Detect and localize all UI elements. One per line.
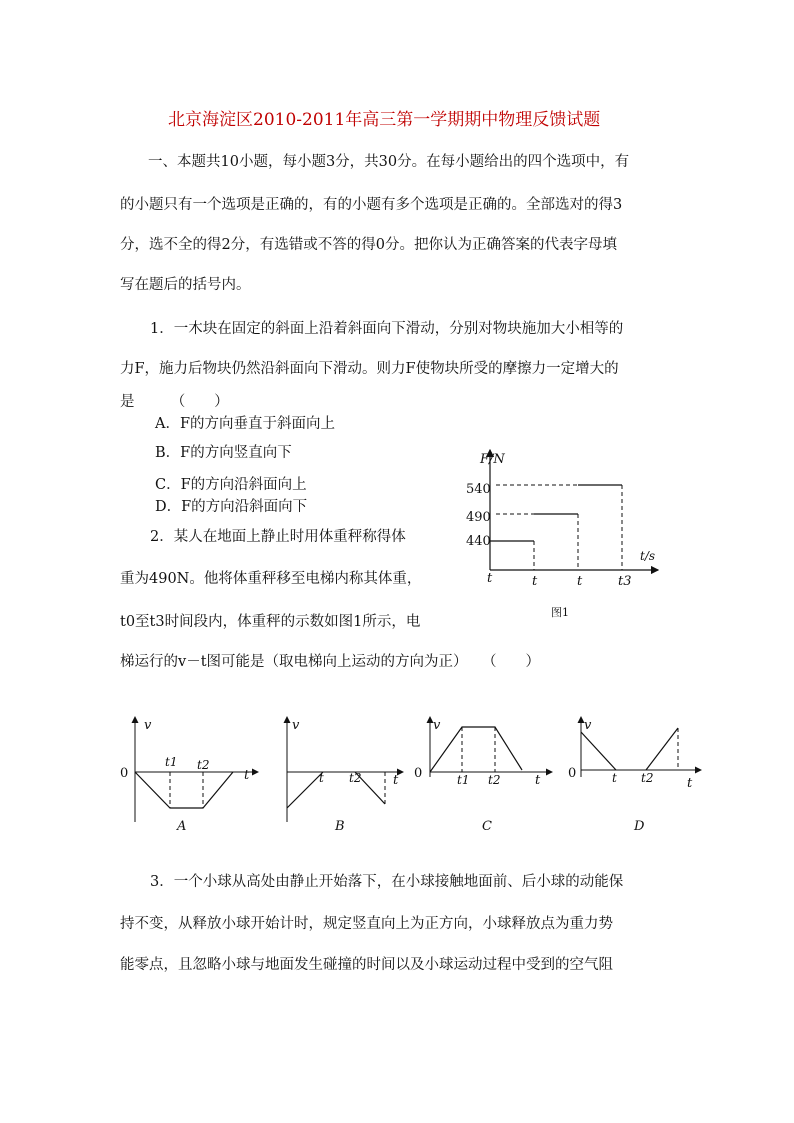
vt-c-caption: C	[482, 819, 492, 834]
vt-c-v-label: v	[433, 718, 441, 733]
figure1-caption: 图1	[551, 606, 569, 619]
q2-line-2: 重为490N。他将体重秤移至电梯内称其体重，	[120, 571, 422, 587]
section1-line-1: 一、本题共10小题，每小题3分，共30分。在每小题给出的四个选项中，有	[148, 154, 630, 170]
figure1-y-tick-540: 540	[466, 482, 491, 497]
figure1-x-tick-t2: t	[577, 574, 583, 589]
figure1-x-tick-t1: t	[532, 574, 538, 589]
q1-line-1: 1．一木块在固定的斜面上沿着斜面向下滑动，分别对物块施加大小相等的	[150, 321, 624, 337]
vt-d-caption: D	[634, 819, 645, 834]
q1-line-2: 力F，施力后物块仍然沿斜面向下滑动。则力F使物块所受的摩擦力一定增大的	[120, 361, 619, 377]
q1-option-b: B．F的方向竖直向下	[155, 445, 292, 461]
figure1-force-time-chart	[460, 445, 670, 625]
vt-d-curve-2	[646, 728, 678, 770]
vt-graph-c	[412, 712, 562, 842]
vt-a-origin: 0	[120, 766, 129, 781]
vt-c-t1-label: t1	[457, 773, 470, 787]
section1-line-3: 分，选不全的得2分，有选错或不答的得0分。把你认为正确答案的代表字母填	[120, 237, 617, 253]
figure1-y-label: F/N	[480, 452, 505, 467]
vt-a-v-label: v	[144, 718, 152, 733]
vt-d-origin: 0	[568, 766, 577, 781]
vt-d-t2-label: t2	[641, 771, 654, 785]
vt-a-t-label: t	[244, 768, 250, 783]
q2-line-3: t0至t3时间段内，体重秤的示数如图1所示，电	[120, 614, 421, 630]
q2-line-4: 梯运行的v－t图可能是（取电梯向上运动的方向为正） （ ）	[120, 654, 541, 670]
vt-d-t-label: t	[687, 776, 693, 791]
vt-b-caption: B	[335, 819, 345, 834]
q3-line-3: 能零点，且忽略小球与地面发生碰撞的时间以及小球运动过程中受到的空气阻	[120, 957, 613, 973]
vt-graph-d	[566, 712, 716, 842]
figure1-y-tick-490: 490	[466, 510, 491, 525]
q1-line-3: 是 （ ）	[120, 394, 229, 410]
q1-option-d: D．F的方向沿斜面向下	[155, 499, 308, 515]
vt-b-t2-label: t2	[349, 771, 362, 785]
vt-b-t-label: t	[393, 773, 399, 788]
vt-d-t1-label: t	[612, 771, 617, 785]
q3-line-2: 持不变，从释放小球开始计时，规定竖直向上为正方向，小球释放点为重力势	[120, 916, 613, 932]
vt-b-curve-1	[287, 772, 323, 808]
q2-line-1: 2．某人在地面上静止时用体重秤称得体	[150, 529, 406, 545]
figure1-y-tick-440: 440	[466, 534, 491, 549]
vt-graph-b	[275, 712, 425, 842]
vt-b-v-label: v	[292, 718, 300, 733]
vt-b-t1-label: t	[319, 771, 324, 785]
section1-line-4: 写在题后的括号内。	[120, 277, 251, 293]
page-title: 北京海淀区2010-2011年高三第一学期期中物理反馈试题	[168, 110, 601, 130]
figure1-x-label: t/s	[640, 549, 656, 563]
vt-d-v-label: v	[584, 718, 592, 733]
vt-graph-a	[120, 712, 270, 842]
vt-a-curve	[135, 772, 233, 808]
vt-a-t1-label: t1	[165, 755, 178, 769]
q1-option-a: A．F的方向垂直于斜面向上	[155, 416, 336, 432]
q1-option-c: C．F的方向沿斜面向上	[155, 477, 307, 493]
figure1-x-tick-t0: t	[487, 571, 493, 586]
vt-c-t2-label: t2	[488, 773, 501, 787]
vt-c-origin: 0	[414, 766, 423, 781]
vt-a-t2-label: t2	[197, 758, 210, 772]
vt-d-curve-1	[581, 732, 616, 770]
figure1-x-tick-t3: t3	[618, 574, 632, 589]
vt-c-curve	[430, 727, 522, 772]
vt-a-caption: A	[177, 819, 187, 834]
vt-b-curve-2	[355, 772, 385, 804]
vt-c-t-label: t	[535, 773, 541, 788]
section1-line-2: 的小题只有一个选项是正确的，有的小题有多个选项是正确的。全部选对的得3	[120, 197, 623, 213]
q3-line-1: 3．一个小球从高处由静止开始落下，在小球接触地面前、后小球的动能保	[150, 874, 624, 890]
